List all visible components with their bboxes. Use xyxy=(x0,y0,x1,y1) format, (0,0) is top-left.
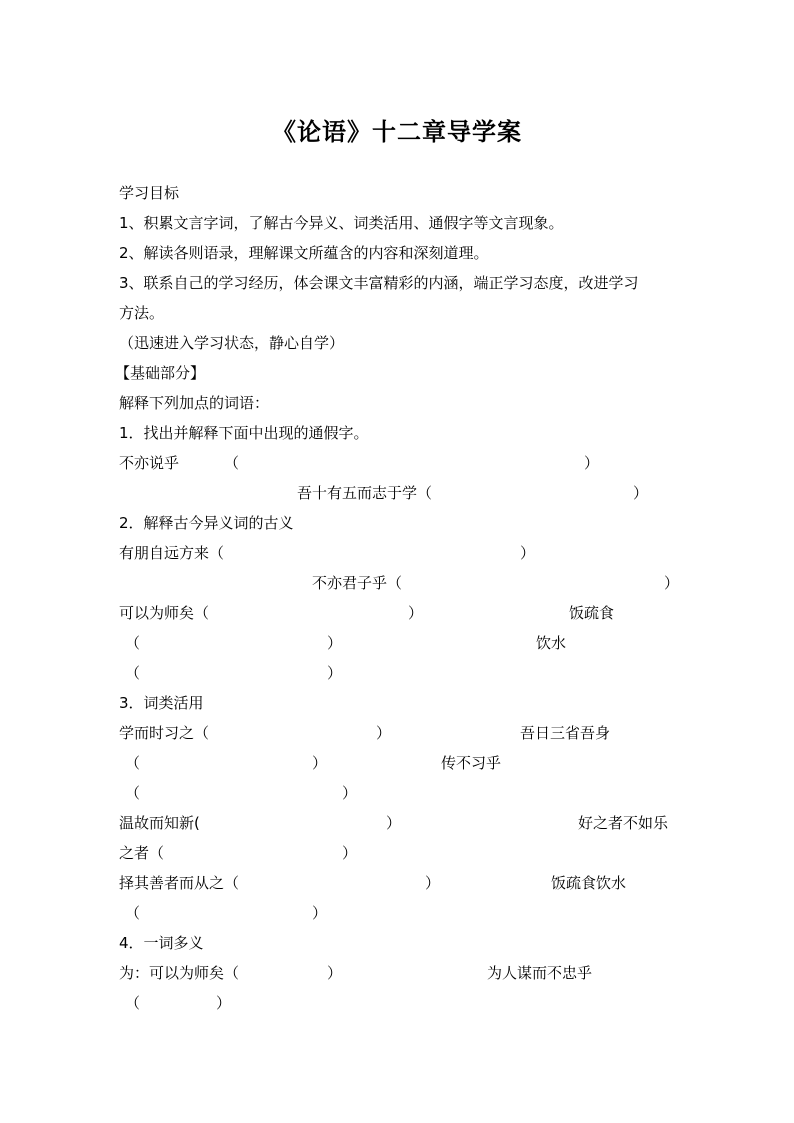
answer-blank-open: （ xyxy=(125,904,141,922)
item-ke-yi-wei-shi: 可以为师矣（ xyxy=(119,604,210,622)
item-hao-zhi-zhe-continued: 之者（ xyxy=(119,844,165,862)
answer-blank-open: （ xyxy=(125,754,141,772)
item-zhi-yu-xue: 吾十有五而志于学（ xyxy=(297,484,433,502)
item-shi-xi-zhi: 学而时习之（ xyxy=(119,724,210,742)
item-jun-zi: 不亦君子乎（ xyxy=(312,574,403,592)
item-bu-yi-shuo-hu: 不亦说乎 xyxy=(119,454,180,472)
goal-3: 3、联系自己的学习经历，体会课文丰富精彩的内涵，端正学习态度，改进学习 xyxy=(119,274,639,292)
section-heading-goals: 学习目标 xyxy=(119,184,180,202)
answer-blank-open: （ xyxy=(125,784,141,802)
answer-blank-close: ） xyxy=(312,754,328,772)
question-2-heading: 2．解释古今异义词的古义 xyxy=(119,514,294,532)
item-hao-zhi-zhe: 好之者不如乐 xyxy=(578,814,669,832)
question-1-heading: 1．找出并解释下面中出现的通假字。 xyxy=(119,424,369,442)
answer-blank-close: ） xyxy=(408,604,424,622)
item-ze-qi-shan-zhe: 择其善者而从之（ xyxy=(119,874,240,892)
answer-blank-open: （ xyxy=(125,634,141,652)
question-4-heading: 4．一词多义 xyxy=(119,934,204,952)
answer-blank-close: ） xyxy=(327,664,343,682)
answer-blank-close: ） xyxy=(584,454,600,472)
answer-blank-close: ） xyxy=(664,574,680,592)
answer-blank-close: ） xyxy=(327,634,343,652)
goal-1: 1、积累文言字词，了解古今异义、词类活用、通假字等文言现象。 xyxy=(119,214,564,232)
answer-blank-close: ） xyxy=(342,844,358,862)
answer-blank-open: （ xyxy=(224,454,240,472)
answer-blank-close: ） xyxy=(386,814,402,832)
item-fan-shu-shi: 饭疏食 xyxy=(569,604,615,622)
answer-blank-close: ） xyxy=(425,874,441,892)
item-wen-gu-zhi-xin: 温故而知新( xyxy=(119,814,200,832)
item-wei-ren-mou: 为人谋而不忠乎 xyxy=(487,964,593,982)
answer-blank-close: ） xyxy=(633,484,649,502)
instruction-note: （迅速进入学习状态，静心自学） xyxy=(119,334,345,352)
item-fan-shu-shi-yin-shui: 饭疏食饮水 xyxy=(551,874,627,892)
answer-blank-close: ） xyxy=(312,904,328,922)
item-you-peng: 有朋自远方来（ xyxy=(119,544,225,562)
document-title: 《论语》十二章导学案 xyxy=(272,117,522,146)
answer-blank-close: ） xyxy=(216,994,232,1012)
answer-blank-close: ） xyxy=(327,964,343,982)
goal-2: 2、解读各则语录，理解课文所蕴含的内容和深刻道理。 xyxy=(119,244,489,262)
item-san-xing: 吾日三省吾身 xyxy=(520,724,611,742)
answer-blank-open: （ xyxy=(125,664,141,682)
question-3-heading: 3．词类活用 xyxy=(119,694,204,712)
answer-blank-open: （ xyxy=(125,994,141,1012)
task-instruction: 解释下列加点的词语： xyxy=(119,394,270,412)
answer-blank-close: ） xyxy=(342,784,358,802)
item-yin-shui: 饮水 xyxy=(536,634,567,652)
section-heading-basic: 【基础部分】 xyxy=(115,364,206,382)
item-chuan-bu-xi: 传不习乎 xyxy=(441,754,502,772)
goal-3-continued: 方法。 xyxy=(119,304,165,322)
answer-blank-close: ） xyxy=(376,724,392,742)
item-wei-ke-yi-wei-shi: 为：可以为师矣（ xyxy=(119,964,240,982)
answer-blank-close: ） xyxy=(520,544,536,562)
